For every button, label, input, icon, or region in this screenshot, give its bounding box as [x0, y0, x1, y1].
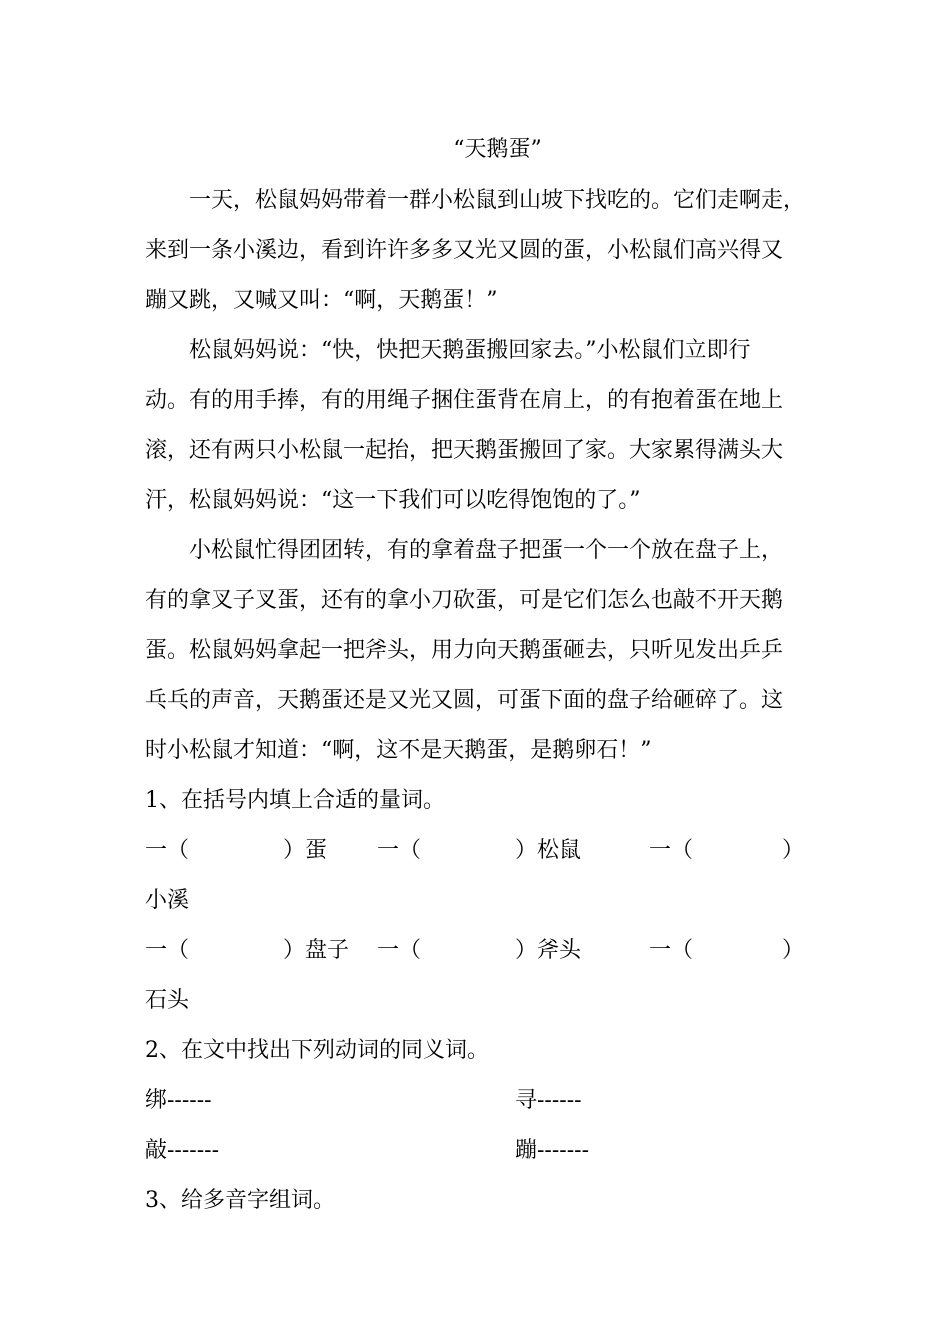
q1-row1-wrap: 小溪: [145, 888, 190, 913]
q1-row2-blank-2-open: 一（: [377, 938, 422, 963]
q1-row1-blank-2-open: 一（: [377, 838, 422, 863]
paragraph-1-line-2: 来到一条小溪边，看到许许多多又光又圆的蛋，小松鼠们高兴得又: [145, 238, 784, 263]
q1-row2-blank-1-open: 一（: [145, 938, 190, 963]
q2-item-beng: 蹦-------: [515, 1138, 590, 1163]
paragraph-2-line-1: 松鼠妈妈说：“快，快把天鹅蛋搬回家去。”小松鼠们立即行: [189, 338, 751, 363]
question-3-heading: 3、给多音字组词。: [145, 1188, 335, 1213]
q2-item-qiao: 敲-------: [145, 1138, 220, 1163]
q1-row1-blank-3-close: ）: [782, 838, 805, 863]
q1-row1-blank-3-open: 一（: [649, 838, 694, 863]
paragraph-1-line-3: 蹦又跳，又喊又叫：“啊，天鹅蛋！”: [145, 288, 498, 313]
question-1-heading: 1、在括号内填上合适的量词。: [145, 788, 445, 813]
story-title: “天鹅蛋”: [453, 137, 542, 162]
q1-row2-blank-2-close: ）斧头: [515, 938, 582, 963]
q1-row1-blank-1-close: ）蛋: [283, 838, 328, 863]
paragraph-3-line-3: 蛋。松鼠妈妈拿起一把斧头，用力向天鹅蛋砸去，只听见发出乒乒: [145, 638, 784, 663]
question-2-heading: 2、在文中找出下列动词的同义词。: [145, 1038, 489, 1063]
q1-row2-blank-1-close: ）盘子: [283, 938, 350, 963]
q2-item-xun: 寻------: [515, 1088, 582, 1113]
q1-row1-blank-2-close: ）松鼠: [515, 838, 582, 863]
q1-row2-wrap: 石头: [145, 988, 190, 1013]
paragraph-2-line-4: 汗，松鼠妈妈说：“这一下我们可以吃得饱饱的了。”: [145, 488, 641, 513]
paragraph-3-line-1: 小松鼠忙得团团转，有的拿着盘子把蛋一个一个放在盘子上，: [189, 538, 784, 563]
paragraph-1-line-1: 一天，松鼠妈妈带着一群小松鼠到山坡下找吃的。它们走啊走，: [189, 188, 806, 213]
q1-row2-blank-3-open: 一（: [649, 938, 694, 963]
paragraph-2-line-3: 滚，还有两只小松鼠一起抬，把天鹅蛋搬回了家。大家累得满头大: [145, 438, 784, 463]
paragraph-2-line-2: 动。有的用手捧，有的用绳子捆住蛋背在肩上，的有抱着蛋在地上: [145, 388, 784, 413]
q2-item-bang: 绑------: [145, 1088, 212, 1113]
q1-row1-blank-1-open: 一（: [145, 838, 190, 863]
q1-row2-blank-3-close: ）: [782, 938, 805, 963]
paragraph-3-line-4: 乓乓的声音，天鹅蛋还是又光又圆，可蛋下面的盘子给砸碎了。这: [145, 688, 784, 713]
paragraph-3-line-5: 时小松鼠才知道：“啊，这不是天鹅蛋，是鹅卵石！”: [145, 738, 652, 763]
paragraph-3-line-2: 有的拿叉子叉蛋，还有的拿小刀砍蛋，可是它们怎么也敲不开天鹅: [145, 588, 784, 613]
